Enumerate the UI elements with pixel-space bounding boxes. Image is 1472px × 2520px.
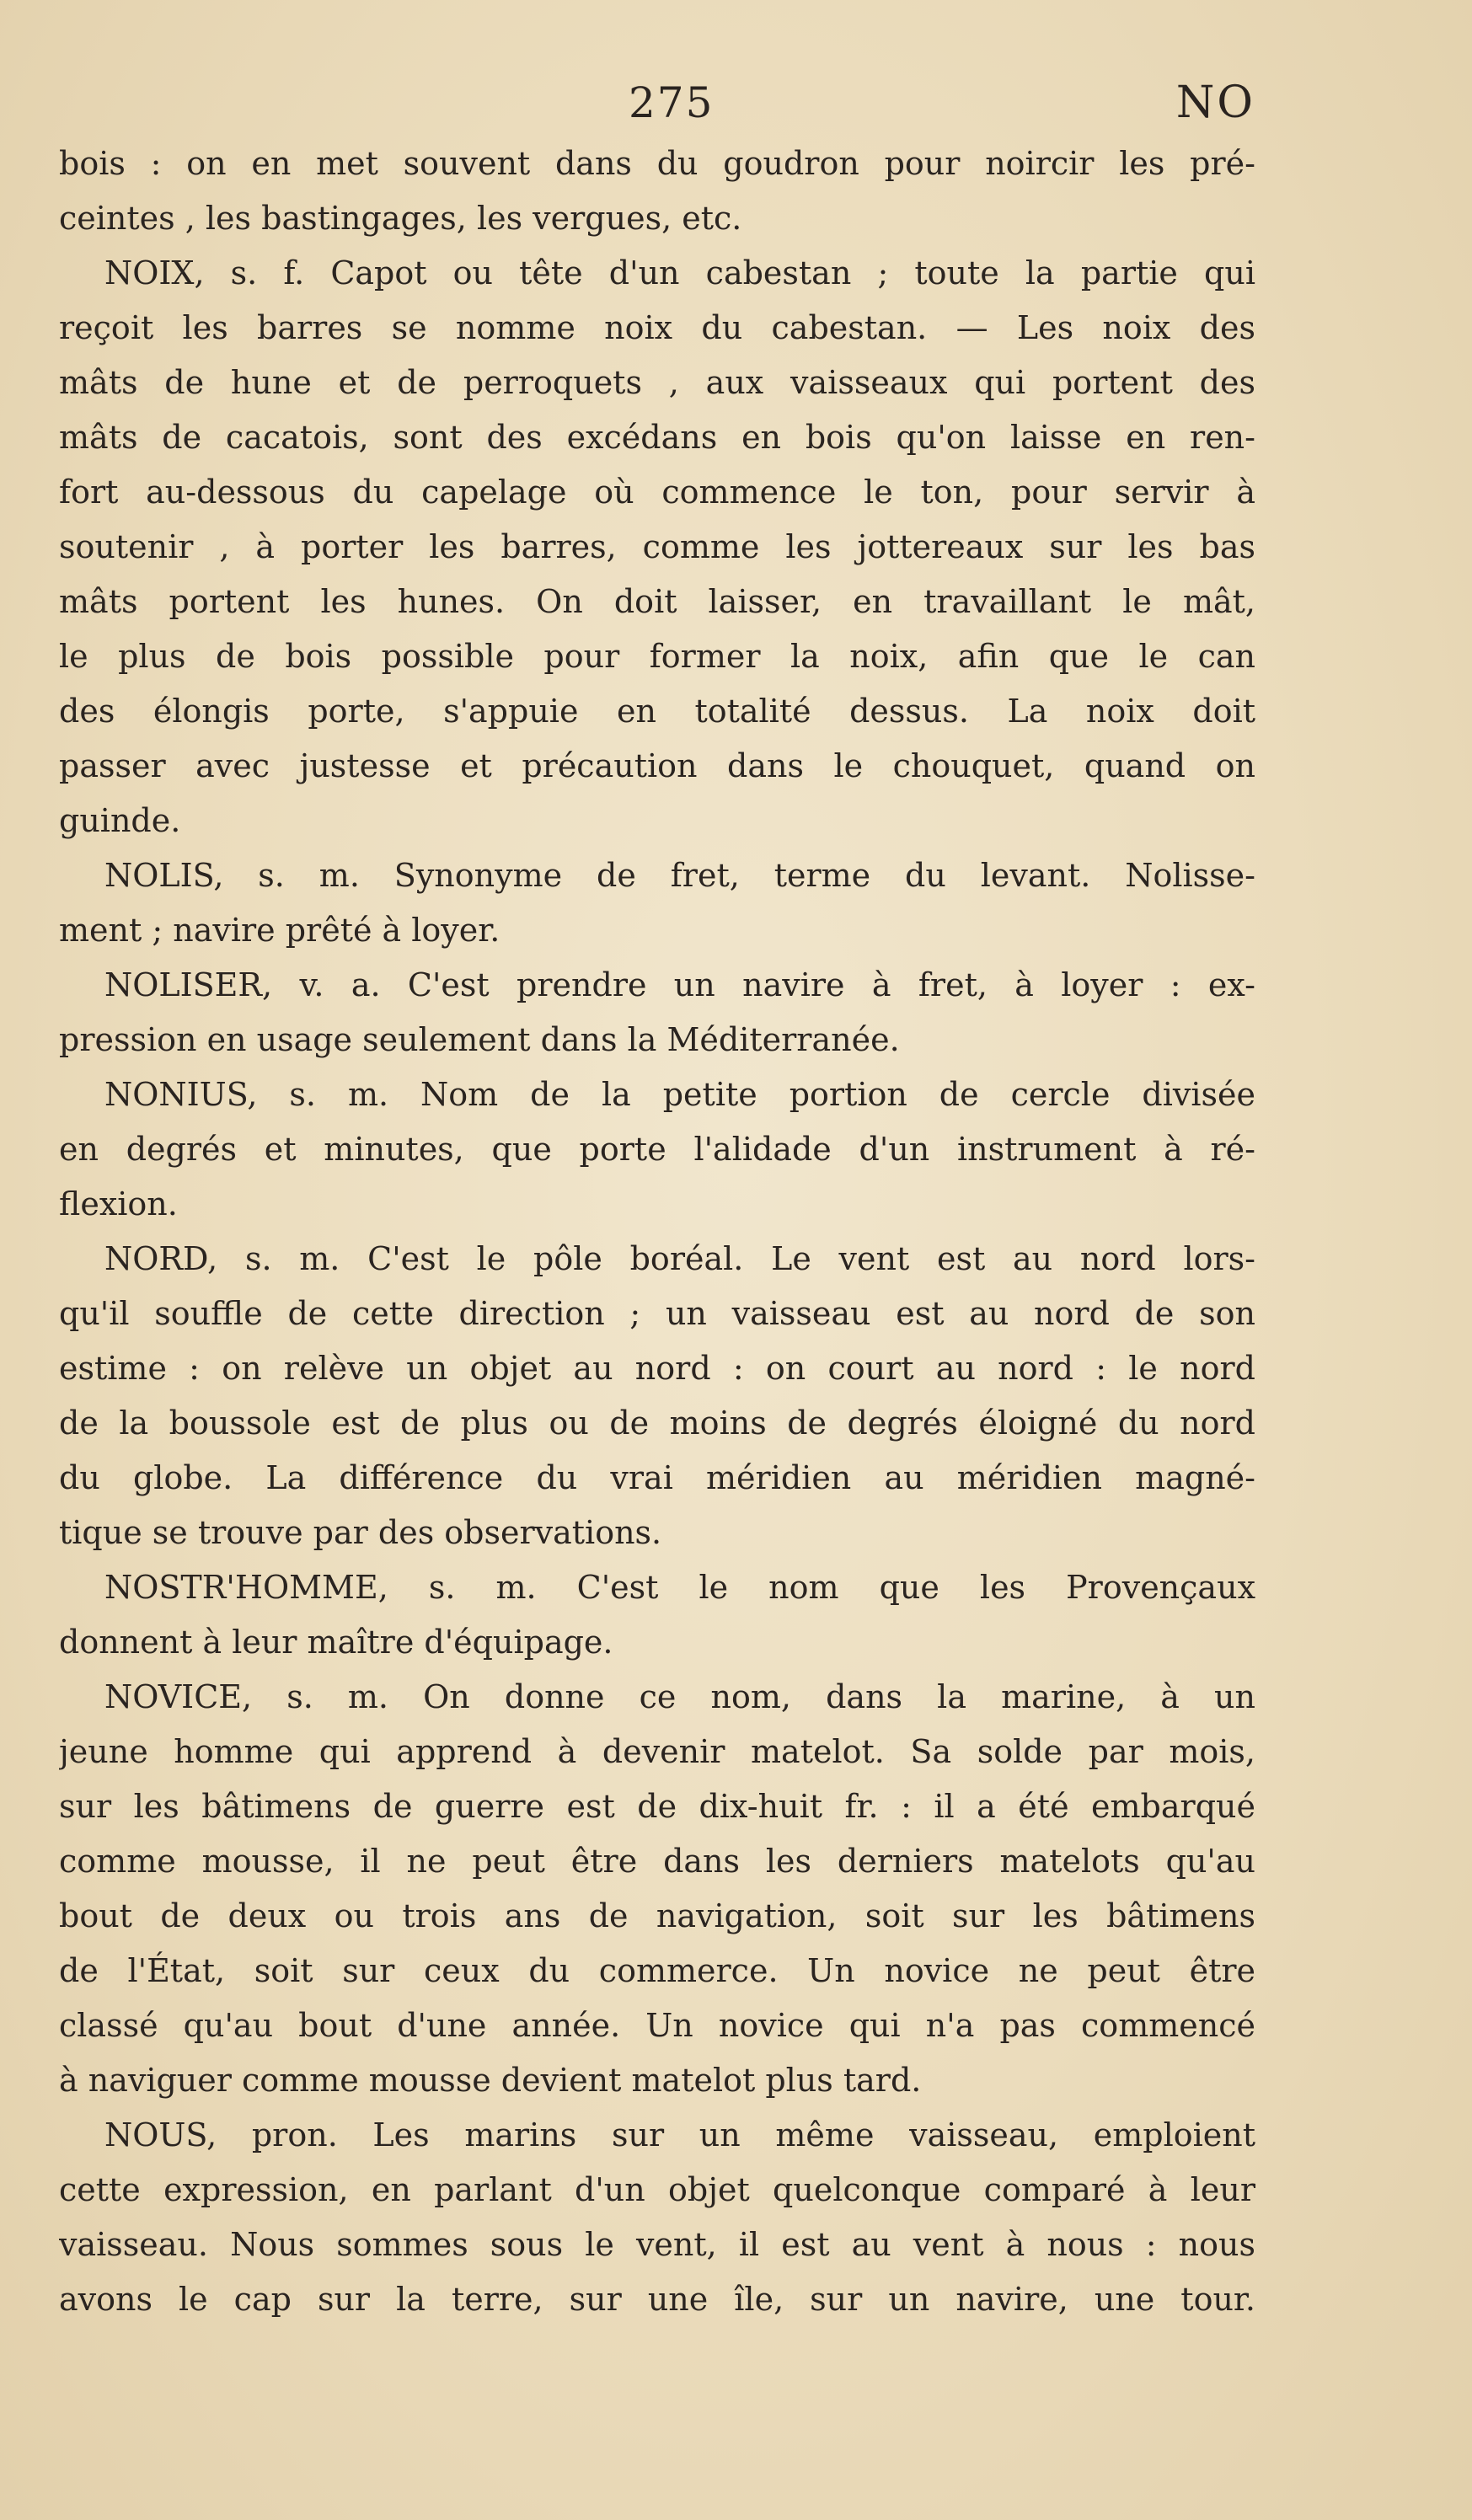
- text-line: du globe. La différence du vrai méridien au méridien magné-: [59, 1459, 1255, 1496]
- text-line: qu'il souffle de cette direction ; un vaisseau est au nord de son: [59, 1295, 1255, 1332]
- dictionary-text: [59, 136, 1255, 2327]
- page-number: 275: [629, 78, 715, 127]
- text-line: NOUS, pron. Les marins sur un même vaisseau, emploient: [104, 2116, 1255, 2154]
- text-line: cette expression, en parlant d'un objet quelconque comparé à leur: [59, 2171, 1255, 2208]
- text-line: vaisseau. Nous sommes sous le vent, il est au vent à nous : nous: [59, 2226, 1255, 2263]
- text-line: mâts de hune et de perroquets , aux vaisseaux qui portent des: [59, 364, 1255, 401]
- text-line: mâts de cacatois, sont des excédans en bois qu'on laisse en ren-: [59, 419, 1255, 456]
- text-line: mâts portent les hunes. On doit laisser, en travaillant le mât,: [59, 583, 1255, 620]
- running-head: NO: [1175, 78, 1255, 128]
- text-line: le plus de bois possible pour former la noix, afin que le can: [59, 638, 1255, 675]
- text-line: estime : on relève un objet au nord : on court au nord : le nord: [59, 1350, 1255, 1387]
- text-line: guinde.: [59, 802, 181, 839]
- text-line: donnent à leur maître d'équipage.: [59, 1624, 613, 1661]
- text-line: à naviguer comme mousse devient matelot plus tard.: [59, 2062, 922, 2099]
- text-line: de la boussole est de plus ou de moins de degrés éloigné du nord: [59, 1404, 1255, 1442]
- page-header: [59, 69, 1255, 136]
- text-line: comme mousse, il ne peut être dans les derniers matelots qu'au: [59, 1843, 1255, 1880]
- text-line: jeune homme qui apprend à devenir matelot. Sa solde par mois,: [59, 1733, 1255, 1770]
- text-line: NOVICE, s. m. On donne ce nom, dans la marine, à un: [104, 1678, 1255, 1715]
- text-line: reçoit les barres se nomme noix du cabestan. — Les noix des: [59, 309, 1255, 346]
- text-line: bout de deux ou trois ans de navigation, soit sur les bâtimens: [59, 1897, 1255, 1934]
- text-line: ment ; navire prêté à loyer.: [59, 912, 500, 949]
- text-line: NOLISER, v. a. C'est prendre un navire à fret, à loyer : ex-: [104, 966, 1255, 1003]
- text-line: soutenir , à porter les barres, comme les jottereaux sur les bas: [59, 528, 1255, 565]
- text-line: sur les bâtimens de guerre est de dix-huit fr. : il a été embarqué: [59, 1788, 1255, 1825]
- text-line: avons le cap sur la terre, sur une île, sur un navire, une tour.: [59, 2281, 1255, 2318]
- text-line: passer avec justesse et précaution dans le chouquet, quand on: [59, 747, 1255, 784]
- text-line: tique se trouve par des observations.: [59, 1514, 662, 1551]
- text-line: NONIUS, s. m. Nom de la petite portion de cercle divisée: [104, 1076, 1255, 1113]
- text-line: NOSTR'HOMME, s. m. C'est le nom que les Provençaux: [104, 1569, 1255, 1606]
- text-line: NORD, s. m. C'est le pôle boréal. Le vent est au nord lors-: [104, 1240, 1255, 1277]
- text-line: bois : on en met souvent dans du goudron pour noircir les pré-: [59, 145, 1255, 182]
- text-line: flexion.: [59, 1185, 178, 1223]
- text-line: NOIX, s. f. Capot ou tête d'un cabestan ; toute la partie qui: [104, 254, 1255, 292]
- text-line: des élongis porte, s'appuie en totalité dessus. La noix doit: [59, 693, 1255, 730]
- text-line: de l'État, soit sur ceux du commerce. Un novice ne peut être: [59, 1952, 1255, 1989]
- text-line: classé qu'au bout d'une année. Un novice qui n'a pas commencé: [59, 2007, 1255, 2044]
- text-line: NOLIS, s. m. Synonyme de fret, terme du levant. Nolisse-: [104, 857, 1255, 894]
- text-line: pression en usage seulement dans la Méditerranée.: [59, 1021, 900, 1058]
- text-line: fort au-dessous du capelage où commence le ton, pour servir à: [59, 474, 1255, 511]
- text-line: en degrés et minutes, que porte l'alidade d'un instrument à ré-: [59, 1131, 1255, 1168]
- text-line: ceintes , les bastingages, les vergues, etc.: [59, 200, 742, 237]
